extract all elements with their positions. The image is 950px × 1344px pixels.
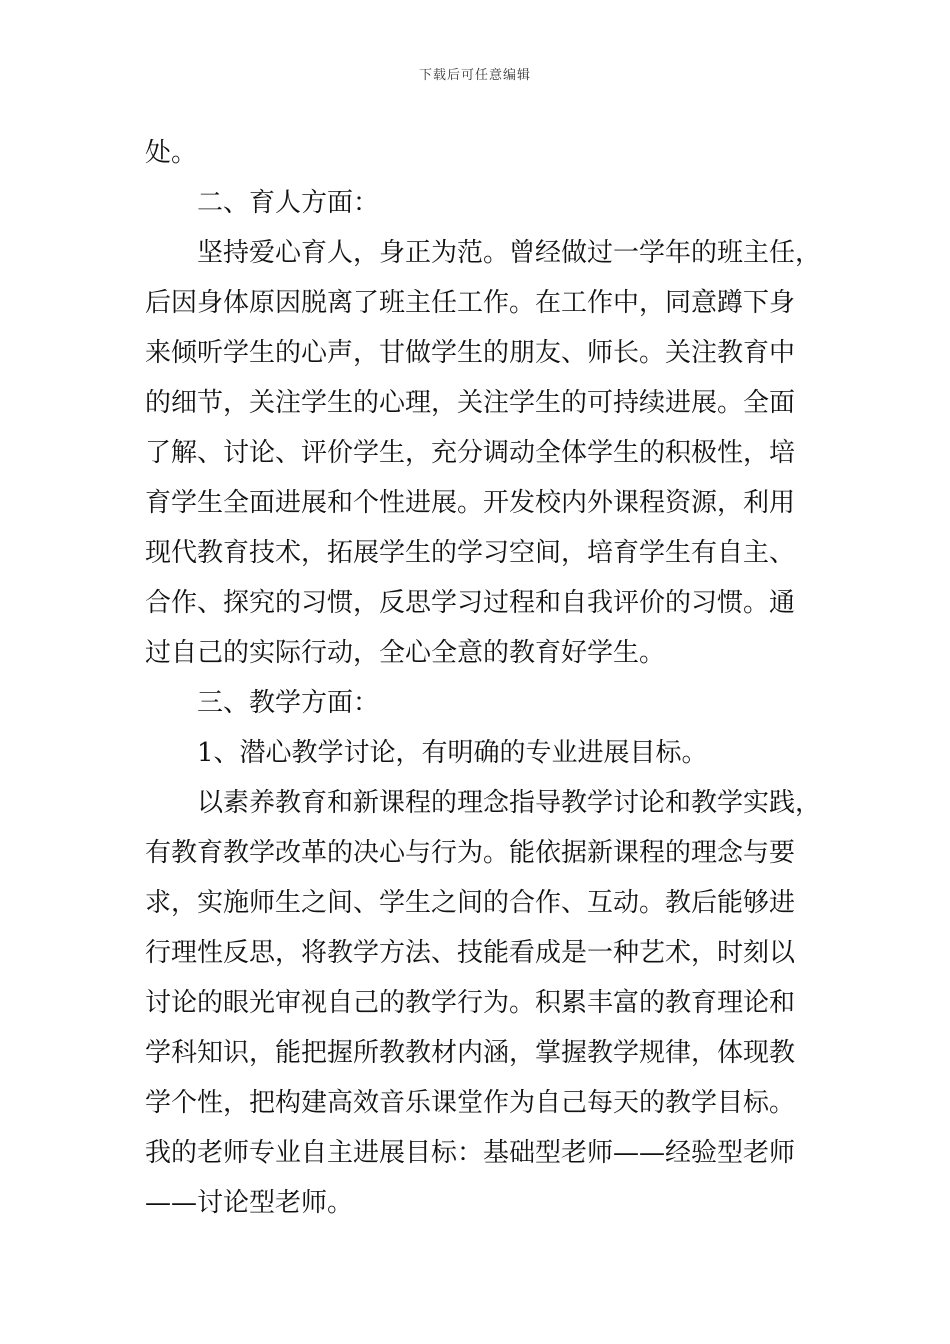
paragraph-line: 学科知识，能把握所教教材内涵，掌握教学规律，体现教 [145,1038,796,1068]
text-line: 处。 [145,138,198,168]
section-heading-education: 二、育人方面： [197,188,380,218]
paragraph-line: 来倾听学生的心声，甘做学生的朋友、师长。关注教育中 [145,338,796,368]
paragraph-line: 行理性反思，将教学方法、技能看成是一种艺术，时刻以 [145,938,796,968]
paragraph-line: ——讨论型老师。 [145,1188,354,1218]
paragraph-line: 的细节，关注学生的心理，关注学生的可持续进展。全面 [145,388,796,418]
paragraph-line: 讨论的眼光审视自己的教学行为。积累丰富的教育理论和 [145,988,796,1018]
paragraph-line: 有教育教学改革的决心与行为。能依据新课程的理念与要 [145,838,796,868]
paragraph-line: 后因身体原因脱离了班主任工作。在工作中，同意蹲下身 [145,288,796,318]
paragraph-line: 育学生全面进展和个性进展。开发校内外课程资源，利用 [145,488,796,518]
section-heading-teaching: 三、教学方面： [197,688,380,718]
paragraph-line: 过自己的实际行动，全心全意的教育好学生。 [145,638,666,668]
paragraph-line: 学个性，把构建高效音乐课堂作为自己每天的教学目标。 [145,1088,796,1118]
paragraph-line: 现代教育技术，拓展学生的学习空间，培育学生有自主、 [145,538,796,568]
paragraph-line: 我的老师专业自主进展目标：基础型老师——经验型老师 [145,1138,796,1168]
page-header: 下载后可任意编辑 [418,68,531,83]
subsection-heading: 1、潜心教学讨论，有明确的专业进展目标。 [197,738,708,768]
paragraph-line: 了解、讨论、评价学生，充分调动全体学生的积极性，培 [145,438,796,468]
document-body [145,128,825,1228]
paragraph-line: 合作、探究的习惯，反思学习过程和自我评价的习惯。通 [145,588,796,618]
paragraph-line: 求，实施师生之间、学生之间的合作、互动。教后能够进 [145,888,796,918]
paragraph-line: 坚持爱心育人，身正为范。曾经做过一学年的班主任， [197,238,822,268]
paragraph-line: 以素养教育和新课程的理念指导教学讨论和教学实践， [197,788,822,818]
